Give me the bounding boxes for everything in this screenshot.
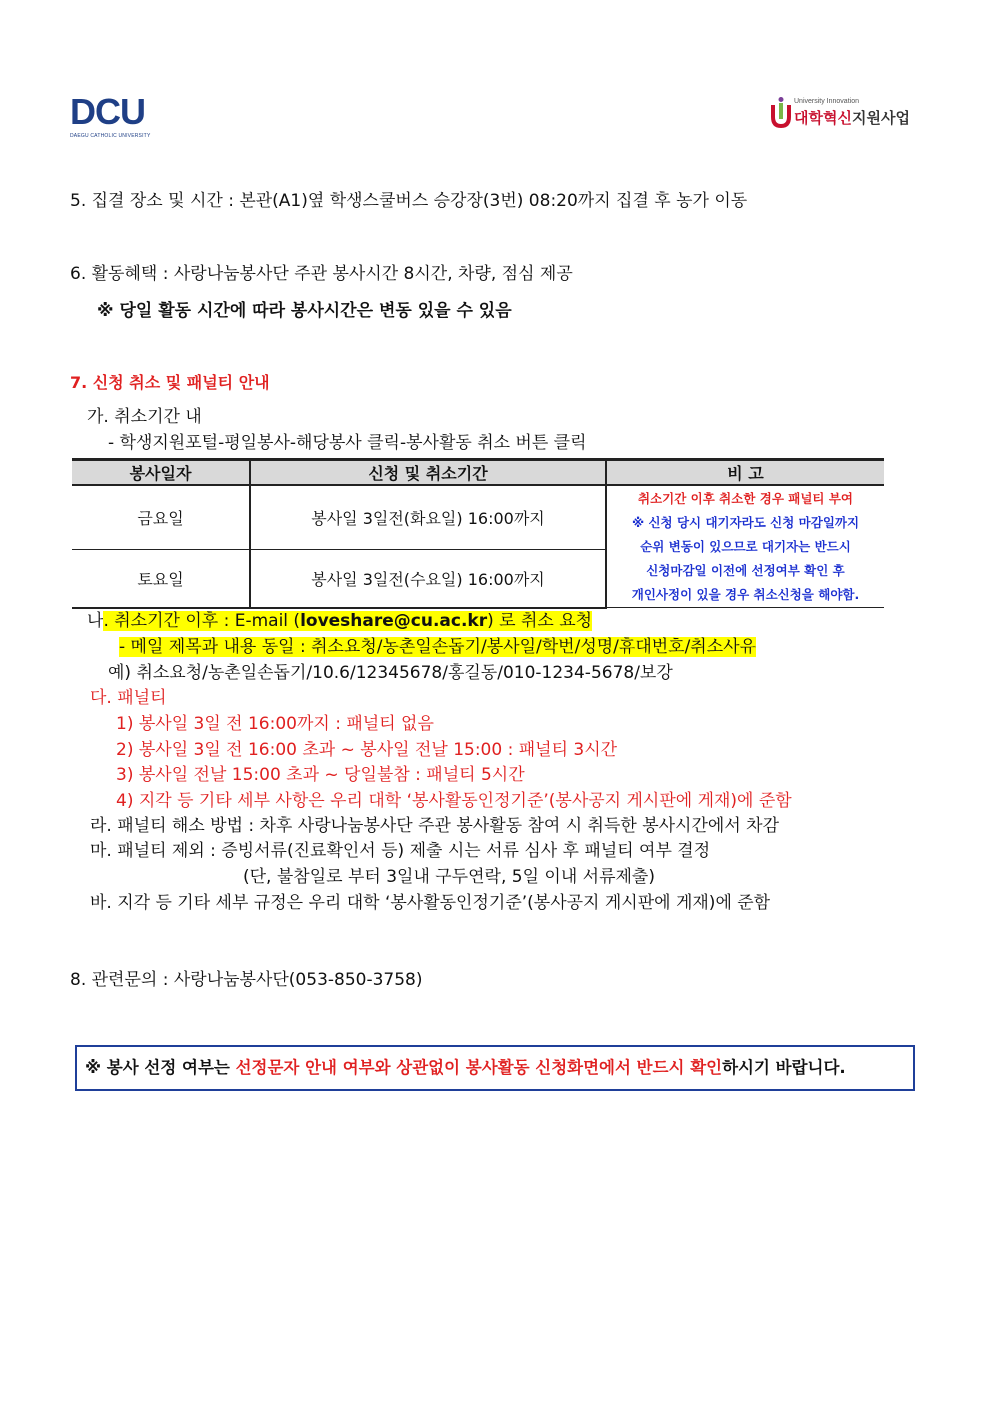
ba-line: 바. 지각 등 기타 세부 규정은 우리 대학 ‘봉사활동인정기준’(봉사공지 게시판에 게재)에 준함 (90, 893, 771, 913)
ma-line: 마. 패널티 제외 : 증빙서류(진료확인서 등) 제출 시는 서류 심사 후 패널티 여부 결정 (90, 841, 711, 861)
item-6-note: ※ 당일 활동 시간에 따라 봉사시간은 변동 있을 수 있음 (97, 301, 512, 321)
penalty-item: 3) 봉사일 전날 15:00 초과 ~ 당일불참 : 패널티 5시간 (116, 765, 525, 785)
item-7-title: 7. 신청 취소 및 패널티 안내 (70, 373, 270, 392)
item-8-contact: 8. 관련문의 : 사랑나눔봉사단(053-850-3758) (70, 970, 423, 990)
na-example: 예) 취소요청/농촌일손돕기/10.6/12345678/홍길동/010-1234-5678/보강 (108, 663, 673, 683)
table-note-line: 순위 변동이 있으므로 대기자는 반드시 (640, 539, 851, 554)
ga-sub: - 학생지원포털-평일봉사-해당봉사 클릭-봉사활동 취소 버튼 클릭 (108, 433, 587, 453)
notice-text-red: 선정문자 안내 여부와 상관없이 봉사활동 신청화면에서 반드시 확인 (235, 1058, 723, 1077)
dcu-logo (70, 91, 152, 141)
table-header-row (72, 460, 884, 486)
dcu-logo-subtext: DAEGU CATHOLIC UNIVERSITY (70, 133, 151, 139)
penalty-item: 1) 봉사일 3일 전 16:00까지 : 패널티 없음 (116, 714, 434, 734)
table-row (72, 485, 884, 550)
table-header: 봉사일자 (72, 460, 250, 486)
logo-small-text: University Innovation (794, 98, 859, 105)
ma-sub: (단, 불참일로 부터 3일내 구두연락, 5일 이내 서류제출) (243, 867, 655, 887)
na-text-a: . 취소기간 이후 : E-mail ( (103, 611, 301, 631)
notice-text-a: ※ 봉사 선정 여부는 (85, 1058, 236, 1077)
notice-text-b: 하시기 바랍니다. (722, 1058, 846, 1077)
table-cell-period: 봉사일 3일전(수요일) 16:00까지 (250, 550, 606, 608)
ga-title: 가. 취소기간 내 (87, 407, 202, 427)
table-note-line: ※ 신청 당시 대기자라도 신청 마감일까지 (631, 515, 860, 530)
table-header: 신청 및 취소기간 (250, 460, 606, 486)
table-header: 비 고 (606, 460, 884, 486)
da-title: 다. 패널티 (90, 688, 167, 708)
table-note-line: 개인사정이 있을 경우 취소신청을 해야함. (631, 587, 860, 602)
na-prefix: 나 (87, 611, 104, 631)
dcu-logo-text: DCU (70, 91, 145, 132)
cancel-period-table (72, 458, 884, 609)
university-innovation-mark-icon (770, 97, 792, 129)
table-cell-day: 토요일 (72, 550, 250, 608)
table-cell-day: 금요일 (72, 485, 250, 550)
item-5-gathering: 5. 집결 장소 및 시간 : 본관(A1)옆 학생스쿨버스 승강장(3번) 08:20까지 집결 후 농가 이동 (70, 191, 748, 211)
na-sub (119, 632, 756, 657)
table-note-line: 신청마감일 이전에 선정여부 확인 후 (646, 563, 845, 578)
na-line (87, 606, 592, 631)
notice-box (75, 1045, 915, 1091)
ra-line: 라. 패널티 해소 방법 : 차후 사랑나눔봉사단 주관 봉사활동 참여 시 취득한 봉사시간에서 차감 (90, 816, 779, 836)
na-sub-highlight: - 메일 제목과 내용 동일 : 취소요청/농촌일손돕기/봉사일/학번/성명/휴대번호/취소사유 (119, 637, 756, 657)
penalty-item: 4) 지각 등 기타 세부 사항은 우리 대학 ‘봉사활동인정기준’(봉사공지 게시판에 게재)에 준함 (116, 791, 792, 811)
penalty-item: 2) 봉사일 3일 전 16:00 초과 ~ 봉사일 전날 15:00 : 패널티 3시간 (116, 740, 618, 760)
table-cell-period: 봉사일 3일전(화요일) 16:00까지 (250, 485, 606, 550)
na-text-b: ) 로 취소 요청 (487, 611, 593, 631)
item-6-benefits: 6. 활동혜택 : 사랑나눔봉사단 주관 봉사시간 8시간, 차량, 점심 제공 (70, 264, 573, 284)
logo-red-text: 대학혁신 (794, 109, 852, 127)
na-highlight (103, 611, 592, 631)
table-note-cell (606, 485, 884, 608)
contact-email[interactable]: loveshare@cu.ac.kr (300, 611, 488, 631)
university-innovation-logo (770, 97, 930, 133)
logo-main-text (794, 107, 910, 128)
table-note-red: 취소기간 이후 취소한 경우 패널티 부여 (638, 491, 853, 506)
logo-dark-text: 지원사업 (851, 109, 910, 127)
